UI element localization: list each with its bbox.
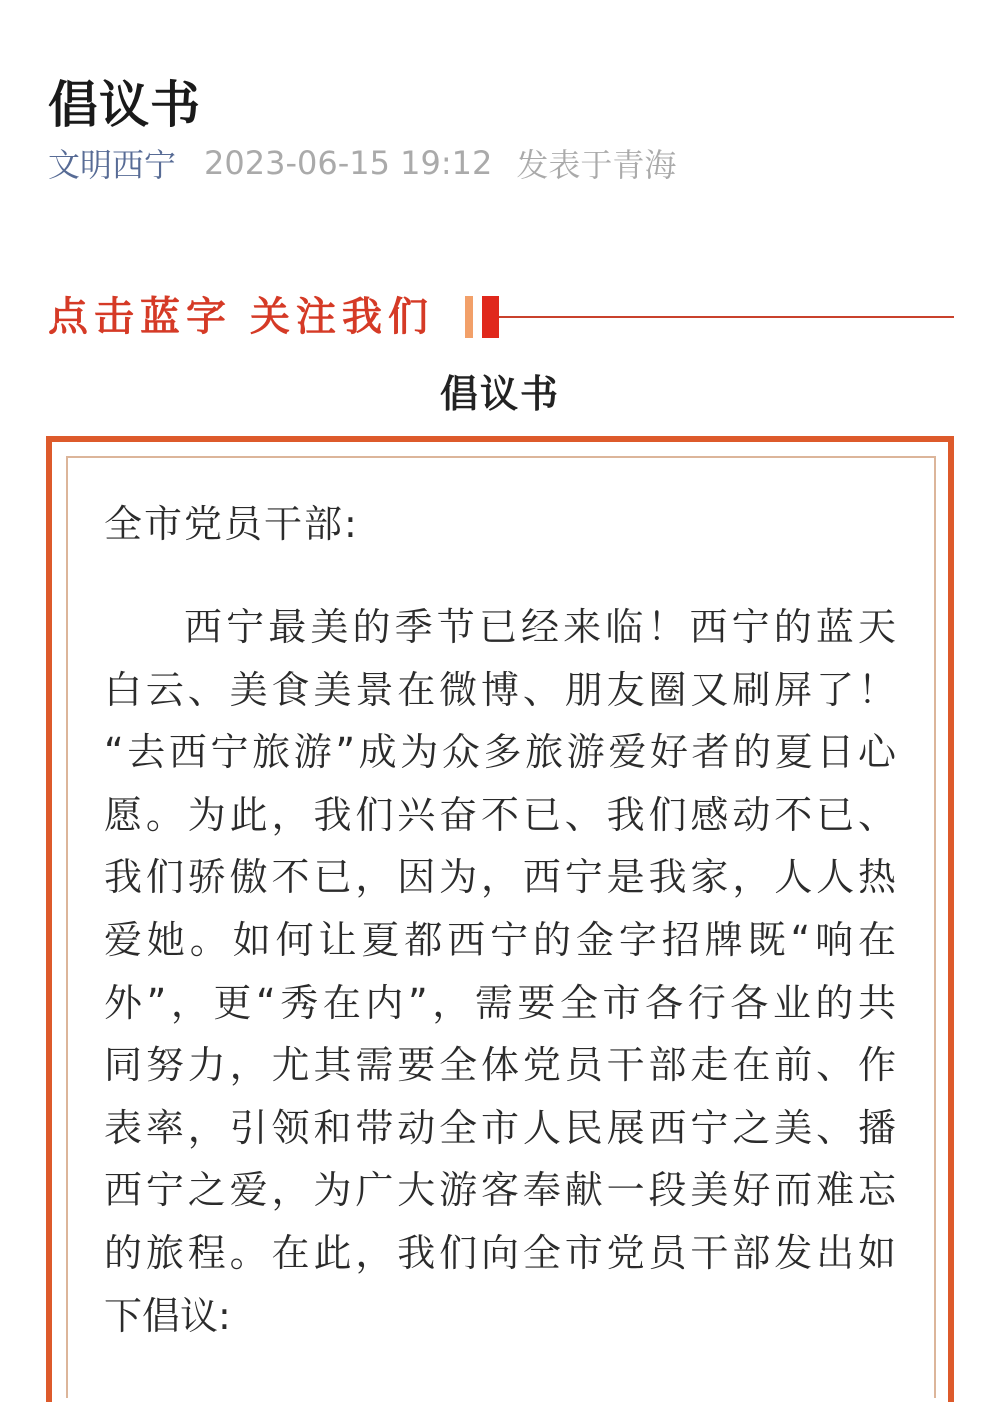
- body-line: 表率，引领和带动全市人民展西宁之美、播: [104, 1105, 896, 1150]
- publish-location: 发表于青海: [516, 146, 677, 184]
- body-line: 爱她。如何让夏都西宁的金字招牌既“响在: [104, 917, 896, 962]
- document-body: [104, 596, 904, 1347]
- body-line: “去西宁旅游”成为众多旅游爱好者的夏日心: [104, 730, 896, 775]
- body-line: 的旅程。在此，我们向全市党员干部发出如: [104, 1230, 896, 1275]
- body-line: 同努力，尤其需要全体党员干部走在前、作: [104, 1043, 896, 1088]
- body-line: 愿。为此，我们兴奋不已、我们感动不已、: [104, 792, 896, 837]
- follow-banner-part2: 关注我们: [250, 294, 434, 340]
- body-line: 西宁最美的季节已经来临！西宁的蓝天: [184, 605, 896, 649]
- banner-divider-line: [499, 316, 954, 318]
- banner-accent-bar-dark: [482, 296, 499, 338]
- follow-banner-text: [48, 292, 434, 342]
- body-line: 西宁之爱，为广大游客奉献一段美好而难忘: [104, 1168, 896, 1213]
- body-line: 我们骄傲不已，因为，西宁是我家，人人热: [104, 855, 896, 900]
- article-title: 倡议书: [48, 75, 201, 134]
- body-line: 下倡议:: [104, 1293, 231, 1338]
- publish-datetime: 2023-06-15 19:12: [204, 144, 493, 182]
- body-line: 白云、美食美景在微博、朋友圈又刷屏了！: [104, 667, 896, 712]
- author-link[interactable]: 文明西宁: [48, 146, 177, 184]
- banner-accent-bar-light: [465, 296, 473, 338]
- article-meta: [48, 140, 676, 186]
- document-heading: 倡议书: [439, 372, 560, 416]
- document-salutation: 全市党员干部:: [104, 502, 359, 546]
- body-line: 外”，更“秀在内”，需要全市各行各业的共: [104, 980, 896, 1025]
- follow-banner[interactable]: [48, 292, 954, 342]
- follow-banner-part1: 点击蓝字: [48, 294, 232, 340]
